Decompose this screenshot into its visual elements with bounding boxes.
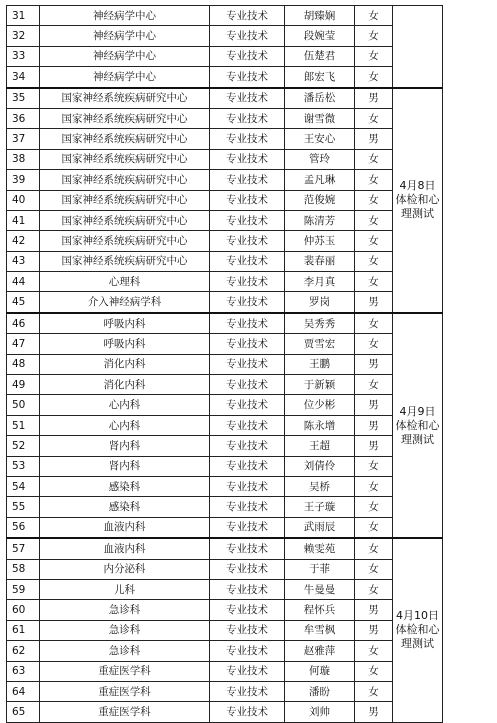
name-cell: 赖雯苑 <box>285 538 355 559</box>
name-cell: 武雨辰 <box>285 517 355 538</box>
table-row <box>7 6 443 26</box>
table-row <box>7 170 443 190</box>
post-type-cell: 专业技术 <box>210 292 285 313</box>
post-type-cell: 专业技术 <box>210 170 285 190</box>
table-row <box>7 375 443 395</box>
name-cell: 裴春丽 <box>285 251 355 271</box>
post-type-cell: 专业技术 <box>210 149 285 169</box>
post-type-cell: 专业技术 <box>210 46 285 66</box>
post-type-cell: 专业技术 <box>210 334 285 354</box>
gender-cell: 女 <box>355 456 393 476</box>
row-number: 43 <box>7 251 40 271</box>
name-cell: 郎宏飞 <box>285 67 355 88</box>
name-cell: 孟凡琳 <box>285 170 355 190</box>
post-type-cell: 专业技术 <box>210 88 285 109</box>
name-cell: 管玲 <box>285 149 355 169</box>
department-cell: 心内科 <box>40 415 210 435</box>
department-cell: 国家神经系统疾病研究中心 <box>40 108 210 128</box>
name-cell: 程怀兵 <box>285 600 355 620</box>
department-cell: 神经病学中心 <box>40 26 210 46</box>
department-cell: 国家神经系统疾病研究中心 <box>40 190 210 210</box>
row-number: 57 <box>7 538 40 559</box>
table-row <box>7 149 443 169</box>
row-number: 31 <box>7 6 40 26</box>
gender-cell: 男 <box>355 702 393 722</box>
gender-cell: 女 <box>355 67 393 88</box>
table-row <box>7 67 443 88</box>
department-cell: 急诊科 <box>40 641 210 661</box>
table-row <box>7 456 443 476</box>
gender-cell: 女 <box>355 26 393 46</box>
table-row <box>7 497 443 517</box>
gender-cell: 女 <box>355 272 393 292</box>
post-type-cell: 专业技术 <box>210 6 285 26</box>
gender-cell: 男 <box>355 395 393 415</box>
table-row <box>7 476 443 496</box>
table-row <box>7 395 443 415</box>
post-type-cell: 专业技术 <box>210 456 285 476</box>
row-number: 63 <box>7 661 40 681</box>
department-cell: 消化内科 <box>40 354 210 374</box>
department-cell: 重症医学科 <box>40 681 210 701</box>
row-number: 59 <box>7 579 40 599</box>
department-cell: 血液内科 <box>40 538 210 559</box>
post-type-cell: 专业技术 <box>210 681 285 701</box>
gender-cell: 女 <box>355 46 393 66</box>
table-row <box>7 108 443 128</box>
name-cell: 王子璇 <box>285 497 355 517</box>
post-type-cell: 专业技术 <box>210 375 285 395</box>
name-cell: 刘帅 <box>285 702 355 722</box>
department-cell: 呼吸内科 <box>40 313 210 334</box>
name-cell: 范俊婉 <box>285 190 355 210</box>
name-cell: 王鹏 <box>285 354 355 374</box>
row-number: 45 <box>7 292 40 313</box>
department-cell: 感染科 <box>40 476 210 496</box>
department-cell: 急诊科 <box>40 620 210 640</box>
department-cell: 感染科 <box>40 497 210 517</box>
name-cell: 潘盼 <box>285 681 355 701</box>
gender-cell: 男 <box>355 88 393 109</box>
gender-cell: 女 <box>355 476 393 496</box>
gender-cell: 女 <box>355 559 393 579</box>
table-row <box>7 538 443 559</box>
name-cell: 于新颖 <box>285 375 355 395</box>
department-cell: 重症医学科 <box>40 661 210 681</box>
post-type-cell: 专业技术 <box>210 702 285 722</box>
gender-cell: 男 <box>355 436 393 456</box>
row-number: 50 <box>7 395 40 415</box>
table-row <box>7 600 443 620</box>
name-cell: 赵雅萍 <box>285 641 355 661</box>
name-cell: 何璇 <box>285 661 355 681</box>
name-cell: 吴秀秀 <box>285 313 355 334</box>
gender-cell: 女 <box>355 108 393 128</box>
gender-cell: 女 <box>355 579 393 599</box>
name-cell: 胡臻娴 <box>285 6 355 26</box>
group-note-cell: 4月9日体检和心理测试 <box>393 313 443 538</box>
row-number: 41 <box>7 210 40 230</box>
group-note-cell: 4月10日体检和心理测试 <box>393 538 443 722</box>
row-number: 39 <box>7 170 40 190</box>
row-number: 65 <box>7 702 40 722</box>
post-type-cell: 专业技术 <box>210 67 285 88</box>
table-row <box>7 272 443 292</box>
department-cell: 心理科 <box>40 272 210 292</box>
department-cell: 国家神经系统疾病研究中心 <box>40 88 210 109</box>
post-type-cell: 专业技术 <box>210 251 285 271</box>
gender-cell: 女 <box>355 517 393 538</box>
table-row <box>7 681 443 701</box>
department-cell: 国家神经系统疾病研究中心 <box>40 129 210 149</box>
gender-cell: 女 <box>355 497 393 517</box>
group-note-cell: 4月8日体检和心理测试 <box>393 88 443 313</box>
post-type-cell: 专业技术 <box>210 26 285 46</box>
name-cell: 贾雪宏 <box>285 334 355 354</box>
department-cell: 心内科 <box>40 395 210 415</box>
post-type-cell: 专业技术 <box>210 272 285 292</box>
table-row <box>7 88 443 109</box>
gender-cell: 女 <box>355 190 393 210</box>
gender-cell: 女 <box>355 334 393 354</box>
name-cell: 牛曼曼 <box>285 579 355 599</box>
post-type-cell: 专业技术 <box>210 436 285 456</box>
gender-cell: 女 <box>355 375 393 395</box>
table-row <box>7 313 443 334</box>
table-row <box>7 436 443 456</box>
department-cell: 国家神经系统疾病研究中心 <box>40 231 210 251</box>
post-type-cell: 专业技术 <box>210 538 285 559</box>
gender-cell: 男 <box>355 600 393 620</box>
department-cell: 肾内科 <box>40 436 210 456</box>
gender-cell: 女 <box>355 681 393 701</box>
department-cell: 内分泌科 <box>40 559 210 579</box>
gender-cell: 女 <box>355 6 393 26</box>
name-cell: 牟雪枫 <box>285 620 355 640</box>
post-type-cell: 专业技术 <box>210 108 285 128</box>
row-number: 34 <box>7 67 40 88</box>
row-number: 56 <box>7 517 40 538</box>
gender-cell: 女 <box>355 170 393 190</box>
table-row <box>7 231 443 251</box>
gender-cell: 女 <box>355 538 393 559</box>
department-cell: 国家神经系统疾病研究中心 <box>40 210 210 230</box>
row-number: 48 <box>7 354 40 374</box>
row-number: 53 <box>7 456 40 476</box>
post-type-cell: 专业技术 <box>210 395 285 415</box>
row-number: 36 <box>7 108 40 128</box>
group-note-cell <box>393 6 443 88</box>
row-number: 35 <box>7 88 40 109</box>
row-number: 64 <box>7 681 40 701</box>
table-row <box>7 129 443 149</box>
name-cell: 潘岳松 <box>285 88 355 109</box>
department-cell: 肾内科 <box>40 456 210 476</box>
post-type-cell: 专业技术 <box>210 620 285 640</box>
gender-cell: 男 <box>355 620 393 640</box>
gender-cell: 男 <box>355 129 393 149</box>
gender-cell: 男 <box>355 415 393 435</box>
department-cell: 呼吸内科 <box>40 334 210 354</box>
table-row <box>7 46 443 66</box>
post-type-cell: 专业技术 <box>210 210 285 230</box>
row-number: 40 <box>7 190 40 210</box>
table-row <box>7 702 443 722</box>
row-number: 32 <box>7 26 40 46</box>
post-type-cell: 专业技术 <box>210 354 285 374</box>
gender-cell: 女 <box>355 149 393 169</box>
post-type-cell: 专业技术 <box>210 476 285 496</box>
department-cell: 国家神经系统疾病研究中心 <box>40 149 210 169</box>
post-type-cell: 专业技术 <box>210 517 285 538</box>
table-row <box>7 292 443 313</box>
table-row <box>7 661 443 681</box>
row-number: 33 <box>7 46 40 66</box>
table-row <box>7 334 443 354</box>
name-cell: 谢雪微 <box>285 108 355 128</box>
table-row <box>7 579 443 599</box>
row-number: 52 <box>7 436 40 456</box>
row-number: 44 <box>7 272 40 292</box>
gender-cell: 男 <box>355 354 393 374</box>
table-row <box>7 26 443 46</box>
post-type-cell: 专业技术 <box>210 661 285 681</box>
department-cell: 神经病学中心 <box>40 6 210 26</box>
name-cell: 王超 <box>285 436 355 456</box>
row-number: 46 <box>7 313 40 334</box>
gender-cell: 女 <box>355 210 393 230</box>
table-row <box>7 190 443 210</box>
row-number: 38 <box>7 149 40 169</box>
post-type-cell: 专业技术 <box>210 497 285 517</box>
name-cell: 陈永增 <box>285 415 355 435</box>
row-number: 55 <box>7 497 40 517</box>
name-cell: 罗岗 <box>285 292 355 313</box>
post-type-cell: 专业技术 <box>210 600 285 620</box>
department-cell: 介入神经病学科 <box>40 292 210 313</box>
post-type-cell: 专业技术 <box>210 415 285 435</box>
department-cell: 血液内科 <box>40 517 210 538</box>
schedule-sheet <box>6 5 442 723</box>
post-type-cell: 专业技术 <box>210 641 285 661</box>
exam-schedule-table <box>6 5 443 723</box>
post-type-cell: 专业技术 <box>210 190 285 210</box>
department-cell: 急诊科 <box>40 600 210 620</box>
department-cell: 重症医学科 <box>40 702 210 722</box>
department-cell: 神经病学中心 <box>40 67 210 88</box>
row-number: 60 <box>7 600 40 620</box>
gender-cell: 女 <box>355 231 393 251</box>
row-number: 51 <box>7 415 40 435</box>
table-row <box>7 251 443 271</box>
name-cell: 陈清芳 <box>285 210 355 230</box>
table-row <box>7 620 443 640</box>
name-cell: 仲苏玉 <box>285 231 355 251</box>
table-row <box>7 354 443 374</box>
gender-cell: 女 <box>355 661 393 681</box>
table-row <box>7 517 443 538</box>
row-number: 54 <box>7 476 40 496</box>
post-type-cell: 专业技术 <box>210 313 285 334</box>
row-number: 61 <box>7 620 40 640</box>
row-number: 42 <box>7 231 40 251</box>
department-cell: 儿科 <box>40 579 210 599</box>
gender-cell: 女 <box>355 641 393 661</box>
name-cell: 于菲 <box>285 559 355 579</box>
post-type-cell: 专业技术 <box>210 559 285 579</box>
table-row <box>7 559 443 579</box>
name-cell: 吴桥 <box>285 476 355 496</box>
gender-cell: 女 <box>355 313 393 334</box>
name-cell: 王安心 <box>285 129 355 149</box>
gender-cell: 男 <box>355 292 393 313</box>
department-cell: 国家神经系统疾病研究中心 <box>40 251 210 271</box>
row-number: 58 <box>7 559 40 579</box>
gender-cell: 女 <box>355 251 393 271</box>
department-cell: 神经病学中心 <box>40 46 210 66</box>
name-cell: 李月真 <box>285 272 355 292</box>
name-cell: 伍楚君 <box>285 46 355 66</box>
name-cell: 刘倩伶 <box>285 456 355 476</box>
table-row <box>7 210 443 230</box>
department-cell: 国家神经系统疾病研究中心 <box>40 170 210 190</box>
table-row <box>7 641 443 661</box>
row-number: 49 <box>7 375 40 395</box>
table-row <box>7 415 443 435</box>
row-number: 37 <box>7 129 40 149</box>
name-cell: 位少彬 <box>285 395 355 415</box>
post-type-cell: 专业技术 <box>210 129 285 149</box>
row-number: 47 <box>7 334 40 354</box>
name-cell: 段婉莹 <box>285 26 355 46</box>
department-cell: 消化内科 <box>40 375 210 395</box>
row-number: 62 <box>7 641 40 661</box>
post-type-cell: 专业技术 <box>210 579 285 599</box>
post-type-cell: 专业技术 <box>210 231 285 251</box>
